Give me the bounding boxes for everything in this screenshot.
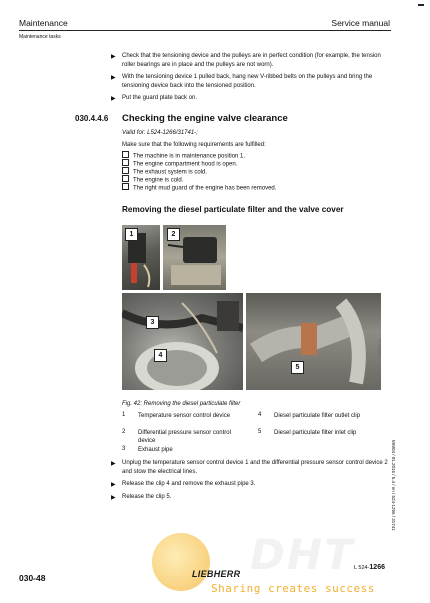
watermark-emblem-icon: [152, 533, 210, 591]
side-document-code: MW04 / 01.2016 / 5.4 / en / 524-1266 / 31741: [391, 440, 396, 531]
legend-text: Diesel particulate filter outlet clip: [274, 413, 361, 419]
header-rule: [19, 30, 391, 31]
checkbox-icon: [122, 183, 129, 190]
bullet-arrow-icon: ▶: [111, 482, 116, 488]
requirement-item: The right mud guard of the engine has been removed.: [122, 183, 276, 193]
header-subsection: Maintenance tasks: [19, 34, 61, 40]
intro-bullet-3: ▶ Put the guard plate back on.: [111, 95, 198, 102]
legend-number: 4: [258, 412, 262, 418]
checkbox-icon: [122, 159, 129, 166]
requirement-item: The machine is in maintenance position 1.: [122, 151, 245, 161]
legend-number: 2: [122, 429, 126, 435]
step-3: ▶ Release the clip 5.: [111, 494, 172, 501]
bullet-arrow-icon: ▶: [111, 96, 116, 102]
valid-for: Valid for: L524-1266/31741-;: [122, 130, 198, 136]
legend-number: 3: [122, 446, 126, 452]
corner-mark: [418, 4, 424, 6]
intro-bullet-1: ▶ Check that the tensioning device and the pulleys are in perfect condition (for example, the tension roller bearings are in place and the pulleys are not worn).: [111, 53, 381, 68]
bullet-arrow-icon: ▶: [111, 75, 116, 81]
legend-number: 5: [258, 429, 262, 435]
photo-exhaust-pipe-drawing: [246, 293, 381, 390]
requirement-item: The exhaust system is cold.: [122, 167, 207, 177]
checkbox-icon: [122, 151, 129, 158]
photo-exhaust-pipe: [246, 293, 381, 390]
footer-model: L 524-1266: [354, 564, 385, 571]
legend-text: Exhaust pipe: [138, 447, 173, 453]
legend-number: 1: [122, 412, 126, 418]
callout-4: 4: [154, 349, 167, 362]
callout-1: 1: [125, 228, 138, 241]
bullet-arrow-icon: ▶: [111, 495, 116, 501]
requirements-intro: Make sure that the following requirements are fulfilled:: [122, 142, 266, 148]
section-number: 030.4.4.6: [75, 114, 109, 123]
step-1: ▶ Unplug the temperature sensor control device 1 and the differential pressure sensor control device 2 and stow the electrical lines.: [111, 460, 388, 475]
watermark-slogan: Sharing creates success: [211, 582, 375, 595]
requirement-item: The engine is cold.: [122, 175, 183, 185]
brand-logo: LIEBHERR: [192, 569, 241, 579]
intro-bullet-2: ▶ With the tensioning device 1 pulled back, hang new V-ribbed belts on the pulleys and bring the tensioning device back into the tensioned position.: [111, 74, 373, 89]
photo-particulate-filter-drawing: [122, 293, 243, 390]
callout-2: 2: [167, 228, 180, 241]
bullet-arrow-icon: ▶: [111, 461, 116, 467]
legend-text: Temperature sensor control device: [138, 413, 231, 419]
bullet-arrow-icon: ▶: [111, 54, 116, 60]
page-number: 030-48: [19, 573, 46, 583]
checkbox-icon: [122, 175, 129, 182]
watermark-logo: DHT: [250, 530, 355, 579]
header-manual: Service manual: [331, 18, 390, 28]
photo-code: 00040425: [378, 339, 382, 356]
legend-text: Differential pressure sensor control device: [138, 430, 231, 444]
step-2: ▶ Release the clip 4 and remove the exhaust pipe 3.: [111, 481, 256, 488]
checkbox-icon: [122, 167, 129, 174]
photo-particulate-filter: [122, 293, 243, 390]
subsection-title: Removing the diesel particulate filter and the valve cover: [122, 205, 344, 214]
legend-text: Diesel particulate filter inlet clip: [274, 430, 357, 436]
requirement-item: The engine compartment hood is open.: [122, 159, 237, 169]
header-section: Maintenance: [19, 18, 68, 28]
callout-5: 5: [291, 361, 304, 374]
callout-3: 3: [146, 316, 159, 329]
figure-caption: Fig. 42: Removing the diesel particulate filter: [122, 401, 241, 407]
section-title: Checking the engine valve clearance: [122, 113, 288, 124]
